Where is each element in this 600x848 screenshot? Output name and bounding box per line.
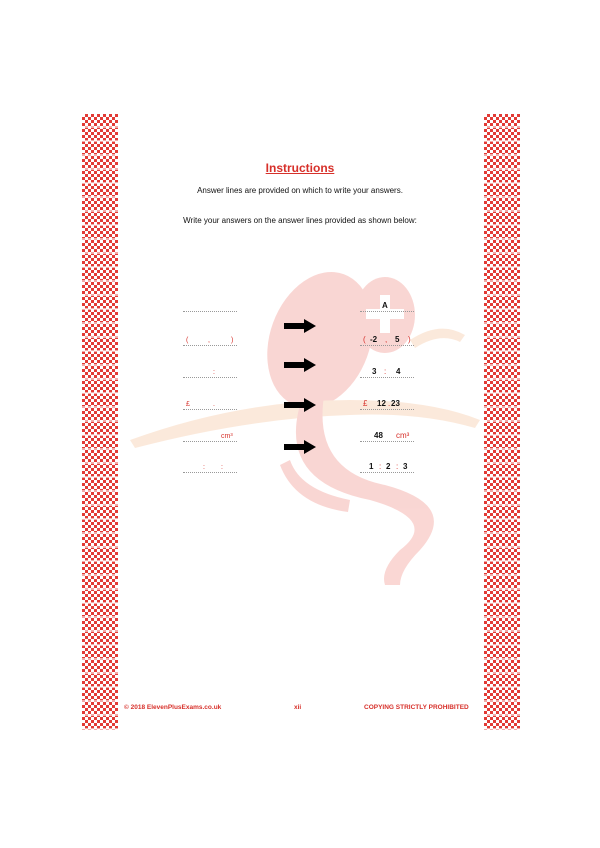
blank-answer-line (183, 332, 237, 346)
ratio-colon: : (384, 367, 387, 376)
decimal-point: . (213, 401, 215, 408)
ratio-part: 3 (403, 462, 408, 471)
ratio-colon: : (379, 462, 382, 471)
page-number: xii (294, 704, 302, 711)
instruction-line-1: Answer lines are provided on which to write your answers. (197, 186, 403, 195)
example-answer-line (360, 364, 414, 378)
pence-value: 23 (391, 399, 400, 408)
answer-letter: A (382, 301, 388, 310)
close-bracket: ) (408, 335, 411, 344)
comma: , (208, 337, 210, 344)
example-answer-line (360, 298, 414, 312)
arrow-right-icon (284, 319, 316, 333)
blank-answer-line (183, 298, 237, 312)
ratio-colon: : (203, 464, 205, 471)
y-value: 5 (395, 335, 400, 344)
blank-answer-line (183, 428, 237, 442)
arrow-right-icon (284, 440, 316, 454)
comma: , (385, 335, 388, 344)
logo-watermark (120, 250, 480, 590)
blank-answer-line (183, 459, 237, 473)
right-checkered-border (484, 114, 520, 730)
blank-answer-line (183, 396, 237, 410)
volume-value: 48 (374, 431, 383, 440)
ratio-part: 4 (396, 367, 401, 376)
example-answer-line (360, 332, 414, 346)
open-bracket: ( (186, 337, 189, 344)
x-value: -2 (370, 335, 378, 344)
example-answer-line (360, 396, 414, 410)
ratio-colon: : (221, 464, 223, 471)
instructions-title: Instructions (265, 161, 335, 175)
ratio-part: 3 (372, 367, 377, 376)
pound-sign: £ (363, 399, 368, 408)
instruction-line-2: Write your answers on the answer lines provided as shown below: (183, 216, 417, 225)
copyright-footer: © 2018 ElevenPlusExams.co.uk (124, 704, 222, 711)
pound-sign: £ (186, 401, 190, 408)
unit-cm-cubed: cm³ (221, 433, 233, 440)
ratio-part: 1 (369, 462, 374, 471)
arrow-right-icon (284, 358, 316, 372)
copy-notice: COPYING STRICTLY PROHIBITED (364, 704, 469, 711)
arrow-right-icon (284, 398, 316, 412)
pounds-value: 12 (377, 399, 386, 408)
blank-answer-line (183, 364, 237, 378)
ratio-colon: : (396, 462, 399, 471)
ratio-part: 2 (386, 462, 391, 471)
open-bracket: ( (363, 335, 366, 344)
ratio-colon: : (213, 369, 215, 376)
close-bracket: ) (231, 337, 234, 344)
example-answer-line (360, 459, 414, 473)
unit-cm-cubed: cm³ (396, 431, 410, 440)
left-checkered-border (82, 114, 118, 730)
decimal-point: . (388, 399, 391, 408)
example-answer-line (360, 428, 414, 442)
